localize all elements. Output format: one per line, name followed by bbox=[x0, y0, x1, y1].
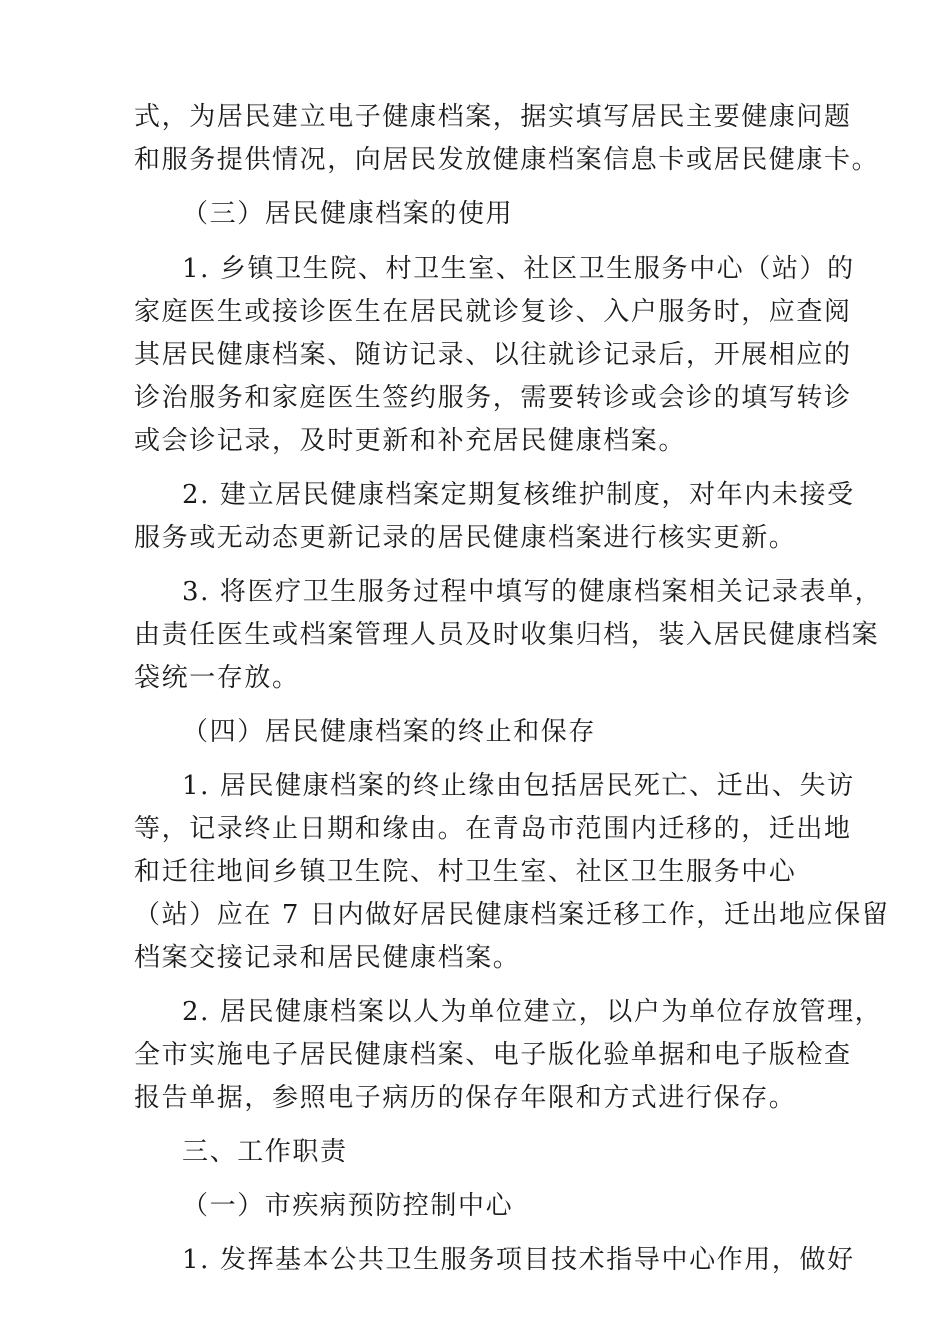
paragraph-line: 式，为居民建立电子健康档案，据实填写居民主要健康问题 bbox=[134, 102, 852, 132]
paragraph-line: 1. 乡镇卫生院、村卫生室、社区卫生服务中心（站）的 bbox=[182, 254, 855, 284]
paragraph-line: 档案交接记录和居民健康档案。 bbox=[134, 943, 521, 973]
chapter-heading: 三、工作职责 bbox=[182, 1137, 348, 1167]
paragraph-line: 由责任医生或档案管理人员及时收集归档，装入居民健康档案 bbox=[134, 620, 880, 650]
paragraph-line: 报告单据，参照电子病历的保存年限和方式进行保存。 bbox=[134, 1083, 797, 1113]
paragraph-line: 和迁往地间乡镇卫生院、村卫生室、社区卫生服务中心 bbox=[134, 857, 797, 887]
section-heading: （四）居民健康档案的终止和保存 bbox=[182, 717, 597, 747]
section-heading: （一）市疾病预防控制中心 bbox=[182, 1191, 514, 1221]
paragraph-line: 全市实施电子居民健康档案、电子版化验单据和电子版检查 bbox=[134, 1040, 852, 1070]
paragraph-line: 或会诊记录，及时更新和补充居民健康档案。 bbox=[134, 426, 687, 456]
paragraph-line: 2. 居民健康档案以人为单位建立，以户为单位存放管理， bbox=[182, 997, 883, 1027]
paragraph-line: 袋统一存放。 bbox=[134, 663, 300, 693]
paragraph-line: 诊治服务和家庭医生签约服务，需要转诊或会诊的填写转诊 bbox=[134, 383, 852, 413]
paragraph-line: 和服务提供情况，向居民发放健康档案信息卡或居民健康卡。 bbox=[134, 145, 880, 175]
paragraph-line: 3. 将医疗卫生服务过程中填写的健康档案相关记录表单， bbox=[182, 577, 883, 607]
paragraph-line: 服务或无动态更新记录的居民健康档案进行核实更新。 bbox=[134, 523, 797, 553]
paragraph-line: 2. 建立居民健康档案定期复核维护制度，对年内未接受 bbox=[182, 480, 855, 510]
paragraph-line: 其居民健康档案、随访记录、以往就诊记录后，开展相应的 bbox=[134, 340, 852, 370]
paragraph-line: 1. 发挥基本公共卫生服务项目技术指导中心作用，做好 bbox=[182, 1245, 855, 1275]
paragraph-line: 1. 居民健康档案的终止缘由包括居民死亡、迁出、失访 bbox=[182, 771, 855, 801]
paragraph-line: 等，记录终止日期和缘由。在青岛市范围内迁移的，迁出地 bbox=[134, 814, 852, 844]
paragraph-line: （站）应在 7 日内做好居民健康档案迁移工作，迁出地应保留 bbox=[134, 900, 890, 930]
paragraph-line: 家庭医生或接诊医生在居民就诊复诊、入户服务时，应查阅 bbox=[134, 297, 852, 327]
section-heading: （三）居民健康档案的使用 bbox=[182, 199, 514, 229]
